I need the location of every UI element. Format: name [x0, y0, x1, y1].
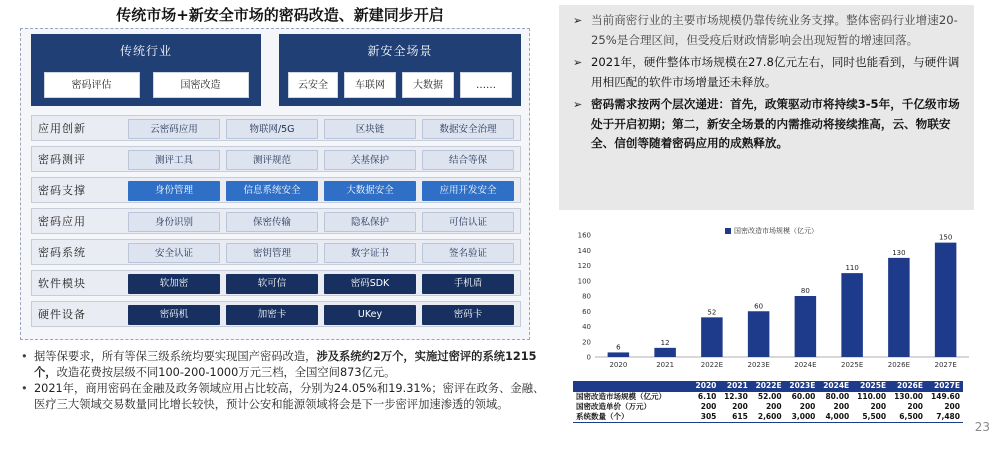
bar-2020	[608, 352, 630, 357]
key-point: ➢ 2021年，硬件整体市场规模在27.8亿元左右，同时也能看到，与硬件调用相匹配的软件市场增量还未释放。	[573, 55, 960, 89]
chip-iov: 车联网	[344, 72, 396, 98]
layer-label: 密码应用	[38, 215, 86, 228]
chip-more: ……	[460, 72, 512, 98]
y-tick-label: 40	[582, 323, 591, 331]
data-label: 60	[754, 302, 764, 311]
layer-row	[31, 270, 521, 296]
chip-big-data: 大数据	[402, 72, 454, 98]
layer-row	[31, 301, 521, 327]
x-tick-label: 2020	[609, 361, 628, 369]
table-cell: 200	[799, 402, 816, 411]
layer-cell: 身份管理	[128, 181, 220, 201]
layer-cell: 测评工具	[128, 150, 220, 170]
layer-cell: 软可信	[226, 274, 318, 294]
data-label: 150	[938, 233, 953, 242]
market-size-bar-chart	[569, 225, 979, 375]
data-label: 52	[707, 308, 717, 317]
layer-cell: 物联网/5G	[226, 119, 318, 139]
table-cell: 60.00	[785, 392, 819, 403]
table-header-cell: 2026E	[889, 381, 926, 392]
chip-cloud-security: 云安全	[288, 72, 338, 98]
bar-2026E	[888, 258, 910, 357]
y-tick-label: 140	[577, 246, 591, 255]
x-tick-label: 2024E	[794, 361, 817, 369]
table-cell: 12.30	[719, 392, 750, 403]
table-cell: 149.60	[926, 392, 963, 403]
y-tick-label: 120	[577, 262, 591, 270]
new-security-scenario-box	[279, 34, 521, 106]
table-cell: 200	[833, 402, 850, 411]
table-cell: 110.00	[852, 392, 889, 403]
bar-2027E	[935, 243, 957, 357]
table-cell: 系统数量（个）	[573, 412, 691, 423]
layer-cell: 信息系统安全	[226, 181, 318, 201]
table-cell: 200	[870, 402, 887, 411]
table-cell: 6,500	[889, 412, 926, 423]
arrow-icon: ➢	[573, 98, 583, 111]
page-title: 传统市场+新安全市场的密码改造、新建同步开启	[116, 6, 444, 24]
table-header-cell: 2021	[719, 381, 750, 392]
layer-label: 应用创新	[38, 122, 86, 135]
layer-cell: 可信认证	[422, 212, 514, 232]
layer-cell: 密码卡	[422, 305, 514, 325]
key-point: ➢ 当前商密行业的主要市场规模仍靠传统业务支撑。整体密码行业增速20-25%是合理区间，但受疫后财政情影响会出现短暂的增速回落。	[573, 13, 958, 47]
data-label: 130	[892, 248, 906, 257]
traditional-industry-box	[31, 34, 261, 106]
layer-row	[31, 115, 521, 141]
y-tick-label: 20	[582, 338, 591, 347]
layer-label: 软件模块	[38, 277, 86, 290]
crypto-architecture-diagram	[20, 28, 530, 340]
table-cell: 2,600	[751, 412, 785, 423]
layer-cell: 密码机	[128, 305, 220, 325]
layer-cell: 加密卡	[226, 305, 318, 325]
table-row	[573, 402, 963, 412]
table-cell: 200	[944, 402, 960, 411]
table-header-cell: 2027E	[926, 381, 963, 392]
table-cell: 52.00	[751, 392, 785, 403]
layer-cell: 签名验证	[422, 243, 514, 263]
table-cell: 200	[907, 402, 924, 411]
table-row	[573, 412, 963, 423]
layer-label: 硬件设备	[38, 308, 86, 321]
x-tick-label: 2025E	[841, 361, 864, 369]
table-header-cell: 2023E	[785, 381, 819, 392]
table-header-cell: 2020	[691, 381, 719, 392]
data-label: 12	[660, 338, 670, 347]
layer-cell: 隐私保护	[324, 212, 416, 232]
bullet-item: • 2021年，商用密码在金融及政务领域应用占比较高，分别为24.05%和19.31%；密评在政务、金融、医疗三大领域交易数量同比增长较快，预计公安和能源领域将会是下一步密评加速渗透的领域。	[20, 381, 545, 412]
x-tick-label: 2023E	[747, 361, 770, 369]
layer-cell: 软加密	[128, 274, 220, 294]
y-tick-label: 160	[577, 231, 591, 240]
layer-label: 密码支撑	[38, 184, 86, 197]
layer-cell: 测评规范	[226, 150, 318, 170]
layer-cell: 区块链	[324, 119, 416, 139]
chip-gm-transformation: 国密改造	[153, 72, 249, 98]
bar-2025E	[841, 273, 863, 357]
layer-cell: 数字证书	[324, 243, 416, 263]
table-cell: 305	[691, 412, 719, 423]
layer-label: 密码测评	[38, 153, 86, 166]
y-tick-label: 0	[586, 353, 591, 362]
x-tick-label: 2027E	[934, 361, 957, 369]
table-row	[573, 392, 963, 403]
layer-cell: UKey	[324, 305, 416, 325]
market-data-table	[573, 381, 963, 423]
table-header-cell: 2024E	[818, 381, 852, 392]
table-cell: 3,000	[785, 412, 819, 423]
page-number: 23	[974, 420, 990, 434]
table-cell: 130.00	[889, 392, 926, 403]
layer-cell: 应用开发安全	[422, 181, 514, 201]
arrow-icon: ➢	[573, 14, 583, 27]
legend-label: 国密改造市场规模（亿元）	[734, 227, 818, 235]
data-label: 6	[616, 343, 621, 352]
table-cell: 200	[732, 402, 748, 411]
layer-cell: 数据安全治理	[422, 119, 514, 139]
table-cell: 200	[765, 402, 782, 411]
chip-crypto-assessment: 密码评估	[44, 72, 140, 98]
arrow-icon: ➢	[573, 56, 583, 69]
table-header-cell	[573, 381, 691, 392]
x-tick-label: 2021	[656, 361, 675, 369]
table-header-cell: 2022E	[751, 381, 785, 392]
data-label: 110	[845, 264, 859, 273]
bar-2021	[654, 348, 676, 357]
layer-cell: 身份识别	[128, 212, 220, 232]
table-cell: 7,480	[926, 412, 963, 423]
table-cell: 5,500	[852, 412, 889, 423]
bar-2022E	[701, 317, 723, 357]
layer-cell: 安全认证	[128, 243, 220, 263]
y-tick-label: 80	[582, 292, 591, 301]
layer-row	[31, 239, 521, 265]
layer-cell: 密钥管理	[226, 243, 318, 263]
layer-row	[31, 177, 521, 203]
table-cell: 200	[700, 402, 717, 411]
layer-cell: 密码SDK	[324, 274, 416, 294]
key-point: ➢ 密码需求按两个层次递进：首先，政策驱动市将持续3-5年，千亿级市场处于开启初期；第二，新安全场景的内需推动将接续推高，云、物联安全、信创等随着密码应用的成熟释放。	[573, 97, 960, 150]
layer-cell: 云密码应用	[128, 119, 220, 139]
table-cell: 6.10	[691, 392, 719, 403]
bar-2024E	[795, 296, 817, 357]
table-cell: 615	[719, 412, 750, 423]
key-points-box	[559, 5, 974, 210]
x-tick-label: 2022E	[700, 361, 723, 369]
layer-row	[31, 208, 521, 234]
layer-row	[31, 146, 521, 172]
layer-cell: 大数据安全	[324, 181, 416, 201]
new-security-scenario-title: 新安全场景	[367, 44, 433, 58]
table-header-cell: 2025E	[852, 381, 889, 392]
layer-label: 密码系统	[38, 246, 86, 259]
x-tick-label: 2026E	[887, 361, 910, 369]
left-bullets	[20, 349, 545, 413]
layer-cell: 关基保护	[324, 150, 416, 170]
table-cell: 4,000	[818, 412, 852, 423]
y-tick-label: 60	[582, 307, 591, 316]
bar-2023E	[748, 311, 770, 357]
traditional-industry-title: 传统行业	[119, 44, 172, 58]
layer-cell: 手机盾	[422, 274, 514, 294]
layer-cell: 结合等保	[422, 150, 514, 170]
y-tick-label: 100	[577, 277, 591, 286]
data-label: 80	[800, 287, 810, 295]
layer-cell: 保密传输	[226, 212, 318, 232]
table-cell: 国密改造市场规模（亿元）	[573, 392, 691, 403]
bullet-item: • 据等保要求，所有等保三级系统均要实现国产密码改造，涉及系统约2万个，实施过密评的系统1215个，改造花费按层级不同100-200-1000万元三档，全国空间873亿元。	[20, 349, 545, 380]
table-cell: 国密改造单价（万元）	[576, 402, 651, 411]
table-cell: 80.00	[818, 392, 852, 403]
